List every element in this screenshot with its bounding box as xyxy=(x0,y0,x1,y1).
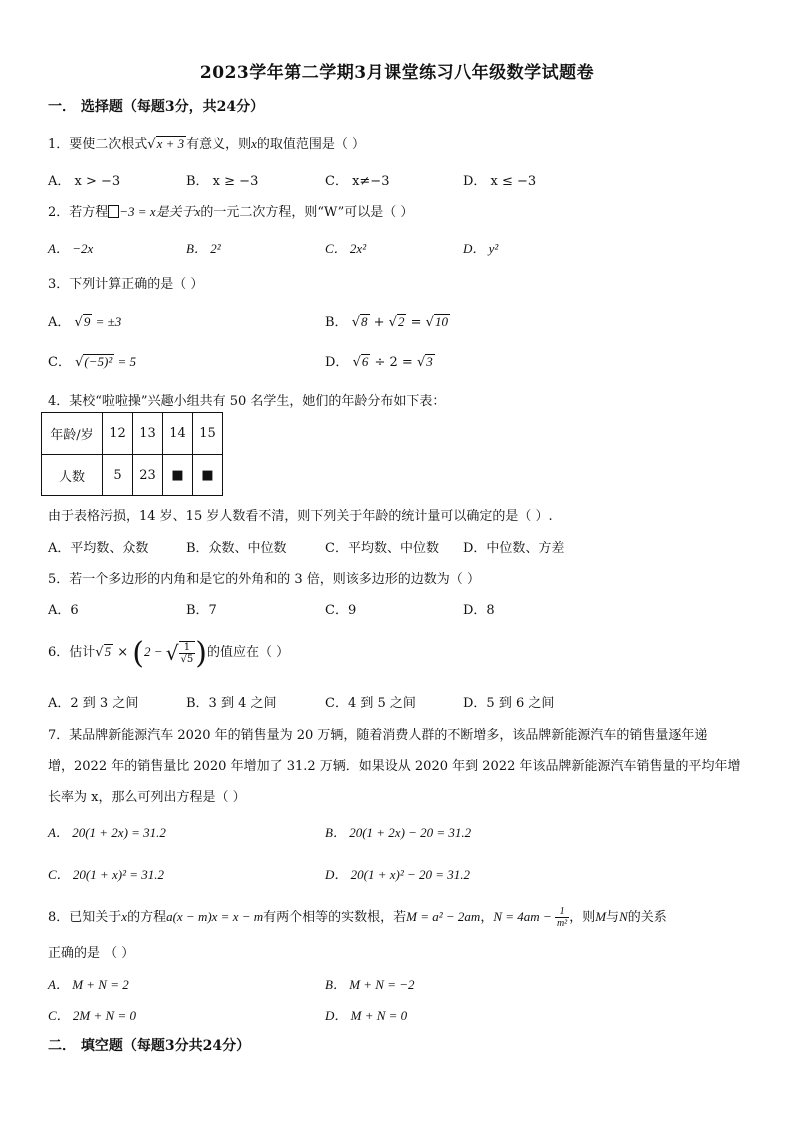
right-paren: ) xyxy=(195,636,207,671)
table-cell: 5 xyxy=(103,455,133,496)
question-1-option-d[interactable]: D． x ≤ −3 xyxy=(463,174,537,189)
question-5-option-b[interactable]: B．7 xyxy=(186,603,217,618)
question-7-option-a[interactable]: A． 20(1 + 2x) = 31.2 xyxy=(48,825,166,840)
question-6-option-b[interactable]: B．3 到 4 之间 xyxy=(186,696,277,711)
question-4-stem: 4．某校“啦啦操”兴趣小组共有 50 名学生，她们的年龄分布如下表： xyxy=(48,394,446,409)
table-cell: 13 xyxy=(133,413,163,455)
question-3-option-c[interactable]: C． √(−5)² = 5 xyxy=(48,354,136,370)
question-7-line-3: 长率为 x，那么可列出方程是（ ） xyxy=(48,790,246,805)
question-2-option-a[interactable]: A． −2x xyxy=(48,241,94,256)
question-8-option-d[interactable]: D． M + N = 0 xyxy=(325,1008,408,1023)
question-1-stem: 1．要使二次根式√x + 3 有意义，则x的取值范围是（ ） xyxy=(48,136,366,152)
question-4-option-a[interactable]: A．平均数、众数 xyxy=(48,541,149,556)
table-cell: 14 xyxy=(163,413,193,455)
question-5-stem: 5．若一个多边形的内角和是它的外角和的 3 倍，则该多边形的边数为（ ） xyxy=(48,572,480,587)
question-2-option-d[interactable]: D． y² xyxy=(463,241,499,256)
question-1-option-b[interactable]: B． x ≥ −3 xyxy=(186,174,259,189)
table-row xyxy=(42,413,223,455)
question-8-option-b[interactable]: B． M + N = −2 xyxy=(325,977,415,992)
section-heading-fill-in: 二． 填空题（每题3分共24分） xyxy=(48,1038,251,1054)
table-cell: 23 xyxy=(133,455,163,496)
blank-box-icon xyxy=(108,205,119,218)
question-8-line-2: 正确的是 （ ） xyxy=(48,946,135,961)
question-8-stem: 8．已知关于x的方程a(x − m)x = x − m有两个相等的实数根，若M = a² − 2am，N = 4am − $\frac{1}{\text{m²}}$ ，则M与N的关系 xyxy=(48,906,667,929)
question-2-option-c[interactable]: C． 2x² xyxy=(325,241,367,256)
table-cell: 年龄/岁 xyxy=(42,413,103,455)
table-cell: 人数 xyxy=(42,455,103,496)
question-6-stem: 6．估计√5 × (2 − √ $\frac{1}{√5}$ )的值应在（ ） xyxy=(48,636,290,671)
age-distribution-table xyxy=(41,412,223,496)
question-6-option-c[interactable]: C．4 到 5 之间 xyxy=(325,696,416,711)
question-2-stem: 2．若方程 −3 = x是关于x的一元二次方程，则“W”可以是（ ） xyxy=(48,204,414,220)
question-1-option-c[interactable]: C． x≠−3 xyxy=(325,174,390,189)
question-5-option-a[interactable]: A．6 xyxy=(48,603,79,618)
page-title: 2023学年第二学期3月课堂练习八年级数学试题卷 xyxy=(199,63,595,83)
table-row xyxy=(42,455,223,496)
left-paren: ( xyxy=(132,636,144,671)
sqrt-sign: √ xyxy=(147,137,156,152)
question-3-option-b[interactable]: B． √8 + √2 = √10 xyxy=(325,314,448,330)
table-cell: ■ xyxy=(163,455,193,496)
question-6-option-a[interactable]: A．2 到 3 之间 xyxy=(48,696,139,711)
question-3-stem: 3．下列计算正确的是（ ） xyxy=(48,277,204,292)
question-7-line-2: 增，2022 年的销售量比 2020 年增加了 31.2 万辆．如果设从 2020 年到 2022 年该品牌新能源汽车销售量的平均年增 xyxy=(48,759,741,774)
question-5-option-d[interactable]: D．8 xyxy=(463,603,495,618)
question-7-option-b[interactable]: B． 20(1 + 2x) − 20 = 31.2 xyxy=(325,825,472,840)
question-7-option-c[interactable]: C． 20(1 + x)² = 31.2 xyxy=(48,867,165,882)
question-4-option-c[interactable]: C．平均数、中位数 xyxy=(325,541,439,556)
question-4-option-b[interactable]: B．众数、中位数 xyxy=(186,541,287,556)
question-7-line-1: 7．某品牌新能源汽车 2020 年的销售量为 20 万辆，随着消费人群的不断增多，该品牌新能源汽车的销售量逐年递 xyxy=(48,728,708,743)
question-5-option-c[interactable]: C．9 xyxy=(325,603,357,618)
question-2-option-b[interactable]: B． 2² xyxy=(186,241,221,256)
question-4-option-d[interactable]: D．中位数、方差 xyxy=(463,541,565,556)
question-7-option-d[interactable]: D． 20(1 + x)² − 20 = 31.2 xyxy=(325,867,471,882)
table-cell: 15 xyxy=(193,413,223,455)
question-8-option-a[interactable]: A． M + N = 2 xyxy=(48,977,129,992)
section-heading-choice: 一． 选择题（每题3分，共24分） xyxy=(48,99,265,115)
question-4-follow: 由于表格污损，14 岁、15 岁人数看不清，则下列关于年龄的统计量可以确定的是（ ）. xyxy=(48,509,553,524)
question-8-option-c[interactable]: C． 2M + N = 0 xyxy=(48,1008,136,1023)
question-3-option-a[interactable]: A． √9 = ±3 xyxy=(48,314,122,330)
question-3-option-d[interactable]: D． √6 ÷ 2 = √3 xyxy=(325,354,433,370)
question-1-option-a[interactable]: A． x > −3 xyxy=(48,174,121,189)
table-cell: 12 xyxy=(103,413,133,455)
question-6-option-d[interactable]: D．5 到 6 之间 xyxy=(463,696,555,711)
table-cell: ■ xyxy=(193,455,223,496)
